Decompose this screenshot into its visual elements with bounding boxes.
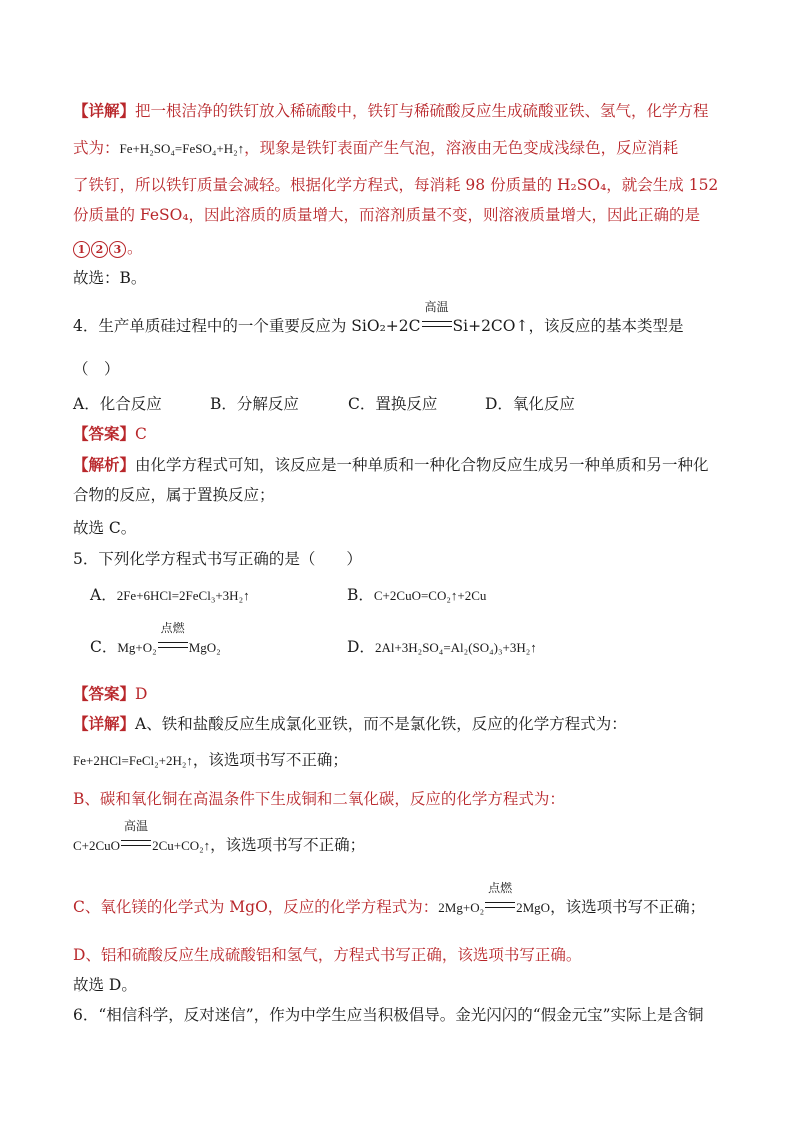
detail-line-1 bbox=[73, 101, 709, 121]
q5-answer: 【答案】D bbox=[73, 684, 148, 703]
q4-analysis-line-1: 【解析】由化学方程式可知，该反应是一种单质和一种化合物反应生成另一种单质和另一种化 bbox=[73, 455, 709, 474]
detail-line-4: 份质量的 FeSO₄，因此溶质的质量增大，而溶剂质量不变，则溶液质量增大，因此正确的是 bbox=[73, 206, 701, 224]
q5-b-formula-line: C+2CuO 高温 2Cu+CO₂↑，该选项书写不正确； bbox=[73, 819, 366, 854]
detail-line-3: 了铁钉，所以铁钉质量会减轻。根据化学方程式，每消耗 98 份质量的 H₂SO₄，就会生成 152 bbox=[73, 176, 719, 194]
q4-paren: （ ） bbox=[73, 360, 120, 378]
q5-choose: 故选 D。 bbox=[73, 976, 137, 994]
q5-detail-b: B、碳和氧化铜在高温条件下生成铜和二氧化碳，反应的化学方程式为： bbox=[73, 790, 565, 808]
q5-a-formula-line: Fe+2HCl=FeCl₂+2H₂↑，该选项书写不正确； bbox=[73, 751, 348, 769]
q4-choose: 故选 C。 bbox=[73, 519, 137, 537]
option-d: D．氧化反应 bbox=[485, 395, 575, 413]
chemical-equation: Fe+H₂SO₄=FeSO₄+H₂↑ bbox=[119, 141, 245, 156]
correct-items: 1 2 3 。 bbox=[73, 238, 143, 258]
option-c: C．置换反应 bbox=[348, 395, 438, 413]
circle-number: 2 bbox=[91, 241, 108, 258]
q5-detail-a: 【详解】A、铁和盐酸反应生成氯化亚铁，而不是氯化铁，反应的化学方程式为： bbox=[73, 714, 627, 733]
q4-stem: 4．生产单质硅过程中的一个重要反应为 SiO₂+2C 高温 Si+2CO↑，该反应的基本类型是 bbox=[73, 300, 684, 335]
q5-detail-d: D、铝和硫酸反应生成硫酸铝和氢气，方程式书写正确，该选项书写正确。 bbox=[73, 946, 582, 964]
q4-answer: 【答案】C bbox=[73, 424, 147, 443]
detail-line-2: 式为：Fe+H₂SO₄=FeSO₄+H₂↑，现象是铁钉表面产生气泡，溶液由无色变成浅绿色，反应消耗 bbox=[73, 139, 679, 157]
q5-detail-c: C、氧化镁的化学式为 MgO，反应的化学方程式为：2Mg+O₂ 点燃 2MgO，该选项书写不正确； bbox=[73, 881, 706, 916]
q4-options bbox=[73, 394, 575, 414]
option-b: B．分解反应 bbox=[210, 395, 299, 413]
option-a: A．化合反应 bbox=[73, 395, 162, 413]
detail-text: 把一根洁净的铁钉放入稀硫酸中，铁钉与稀硫酸反应生成硫酸亚铁、氢气，化学方程 bbox=[135, 102, 709, 120]
q5-stem: 5．下列化学方程式书写正确的是（ ） bbox=[73, 550, 362, 568]
circle-number: 1 bbox=[73, 241, 90, 258]
q5-option-a: A．2Fe+6HCl=2FeCl₃+3H₂↑ bbox=[90, 586, 250, 604]
q5-option-d: D．2Al+3H₂SO₄=Al₂(SO₄)₃+3H₂↑ bbox=[347, 638, 537, 656]
q6-stem: 6．“相信科学，反对迷信”，作为中学生应当积极倡导。金光闪闪的“假金元宝”实际上是含铜 bbox=[73, 1006, 704, 1024]
circle-number: 3 bbox=[109, 241, 126, 258]
detail-tag: 【详解】 bbox=[73, 101, 136, 120]
q5-option-c: C．Mg+O₂ 点燃 MgO₂ bbox=[90, 621, 221, 656]
reaction-condition: 高温 bbox=[422, 316, 452, 336]
q5-option-b: B．C+2CuO=CO₂↑+2Cu bbox=[347, 586, 487, 604]
q4-analysis-line-2: 合物的反应，属于置换反应； bbox=[73, 486, 275, 504]
choose-line: 故选：B。 bbox=[73, 269, 147, 287]
